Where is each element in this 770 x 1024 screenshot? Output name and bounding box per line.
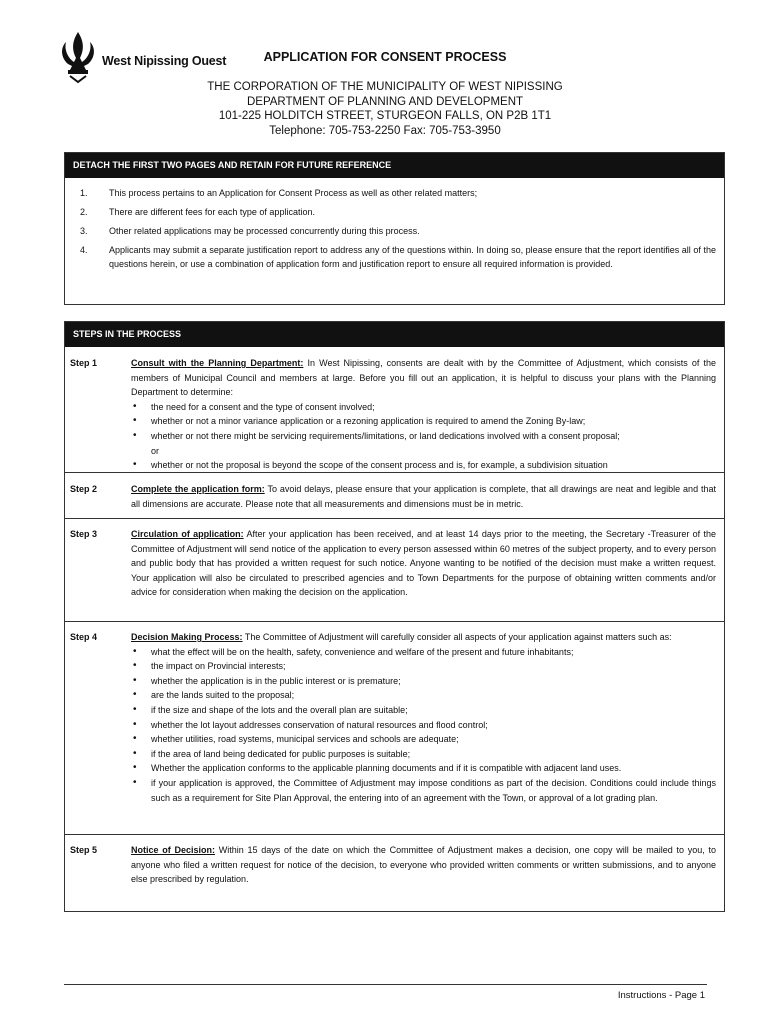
- item-text: Applicants may submit a separate justification report to address any of the questions within. In doing so, please ensure that the report identifies all of the questions herein, or use a combination of application form and justification report to ensure all required information is provided.: [109, 245, 716, 269]
- org-line: THE CORPORATION OF THE MUNICIPALITY OF WEST NIPISSING: [207, 81, 563, 93]
- document-title: [0, 50, 770, 64]
- step-body: [131, 356, 724, 472]
- logo-text: West Nipissing Ouest: [102, 54, 227, 68]
- item-text: There are different fees for each type of application.: [109, 207, 315, 217]
- detach-section: [64, 152, 725, 305]
- item-text: This process pertains to an Application for Consent Process as well as other related matters;: [109, 188, 478, 198]
- steps-section: [64, 321, 725, 912]
- step-row: [65, 835, 724, 910]
- bullet-item: • the impact on Provincial interests;: [131, 659, 716, 674]
- detach-list: [65, 178, 724, 271]
- step-label: Step 1: [70, 358, 98, 368]
- bullet-item: • if the size and shape of the lots and the overall plan are suitable;: [131, 703, 716, 718]
- bullet-item: • the need for a consent and the type of consent involved;: [131, 400, 716, 415]
- step-label: Step 2: [70, 484, 98, 494]
- step-text: The Committee of Adjustment will carefully consider all aspects of your application against matters such as:: [242, 632, 672, 642]
- footer-divider: [64, 984, 707, 985]
- step-heading: Circulation of application:: [131, 529, 244, 539]
- bullet-item: • whether the application is in the public interest or is premature;: [131, 674, 716, 689]
- bullet-item: • if the area of land being dedicated for public purposes is suitable;: [131, 747, 716, 762]
- bullet-item: or: [151, 445, 160, 456]
- step-heading: Notice of Decision:: [131, 845, 216, 855]
- item-number: 4.: [80, 245, 88, 255]
- bullet-item: • what the effect will be on the health, safety, convenience and welfare of the present and future inhabitants;: [131, 645, 716, 660]
- step-row: [65, 519, 724, 622]
- bullet-item: • are the lands suited to the proposal;: [131, 688, 716, 703]
- page-footer: Instructions - Page 1: [617, 990, 705, 1001]
- item-text: Other related applications may be processed concurrently during this process.: [109, 226, 420, 236]
- bullet-item: • if your application is approved, the Committee of Adjustment may impose conditions as part of the decision. Conditions could include things such as a requirement for Site Plan Approval, the entering into of an agreement with the Town, or approval of a lot grading plan.: [131, 776, 716, 805]
- step-heading: Consult with the Planning Department:: [131, 358, 304, 368]
- bullet-item: • whether or not a minor variance application or a rezoning application is required to amend the Zoning By-law;: [131, 414, 716, 429]
- step-bullets: [131, 645, 716, 806]
- step-row: [65, 622, 724, 835]
- step-heading: Complete the application form:: [131, 484, 265, 494]
- step-body: [131, 482, 724, 518]
- list-item: [65, 186, 724, 200]
- bullet-item: • Whether the application conforms to the applicable planning documents and if it is compatible with adjacent land uses.: [131, 761, 716, 776]
- org-line: Telephone: 705-753-2250 Fax: 705-753-3950: [269, 124, 501, 137]
- list-item: [65, 224, 724, 238]
- step-row: [65, 347, 724, 473]
- list-item: [65, 205, 724, 219]
- item-number: 1.: [80, 188, 88, 198]
- step-body: [131, 843, 724, 910]
- bullet-item: • whether or not there might be servicing requirements/limitations, or land dedications involved with a consent proposal;: [131, 429, 716, 444]
- step-body: [131, 527, 724, 621]
- step-text: After your application has been received, and at least 14 days prior to the meeting, the Secretary -Treasurer of the Committee of Adjustment will send notice of the application to every person assessed within 60 metres of the subject property, and to every person and public body that has provided a written request for such notice. Anyone wanting to be notified of the decision must make a written request. Your application will also be circulated to prescribed agencies and to Town Departments for the purpose of obtaining written comments and/or advice for consideration when making the decision on the application.: [131, 529, 716, 598]
- step-bullets: [131, 400, 716, 473]
- organization-address: [0, 80, 770, 138]
- step-label: Step 3: [70, 529, 98, 539]
- step-label: Step 5: [70, 845, 98, 855]
- list-item: [65, 243, 724, 271]
- step-text: In West Nipissing, consents are dealt with by the Committee of Adjustment, which consists of the members of Municipal Council and members at large. Before you fill out an application, it is helpful to discuss your plans with the Planning Department to determine:: [131, 358, 717, 398]
- step-row: [65, 473, 724, 519]
- bullet-item: • whether the lot layout addresses conservation of natural resources and flood control;: [131, 718, 716, 733]
- detach-heading: DETACH THE FIRST TWO PAGES AND RETAIN FOR FUTURE REFERENCE: [65, 153, 724, 178]
- bullet-item: • whether utilities, road systems, municipal services and schools are adequate;: [131, 732, 716, 747]
- bullet-item: • whether or not the proposal is beyond the scope of the consent process and is, for example, a subdivision situation: [131, 458, 716, 473]
- org-line: DEPARTMENT OF PLANNING AND DEVELOPMENT: [246, 95, 524, 108]
- steps-heading: STEPS IN THE PROCESS: [65, 322, 724, 347]
- step-label: Step 4: [70, 632, 98, 642]
- item-number: 2.: [80, 207, 88, 217]
- title-text: APPLICATION FOR CONSENT PROCESS: [263, 50, 507, 64]
- step-heading: Decision Making Process:: [131, 632, 243, 642]
- step-text: To avoid delays, please ensure that your application is complete, that all drawings are neat and legible and that all dimensions are accurate. Please note that all measurements and dimensions must be in metric.: [131, 484, 716, 509]
- item-number: 3.: [80, 226, 88, 236]
- step-text: Within 15 days of the date on which the Committee of Adjustment makes a decision, one copy will be mailed to you, to anyone who filed a written request for notice of the decision, to everyone who provided written comments or written submissions, and to anyone else prescribed by regulation.: [131, 845, 717, 885]
- step-body: [131, 630, 724, 834]
- org-line: 101-225 HOLDITCH STREET, STURGEON FALLS, ON P2B 1T1: [218, 110, 552, 122]
